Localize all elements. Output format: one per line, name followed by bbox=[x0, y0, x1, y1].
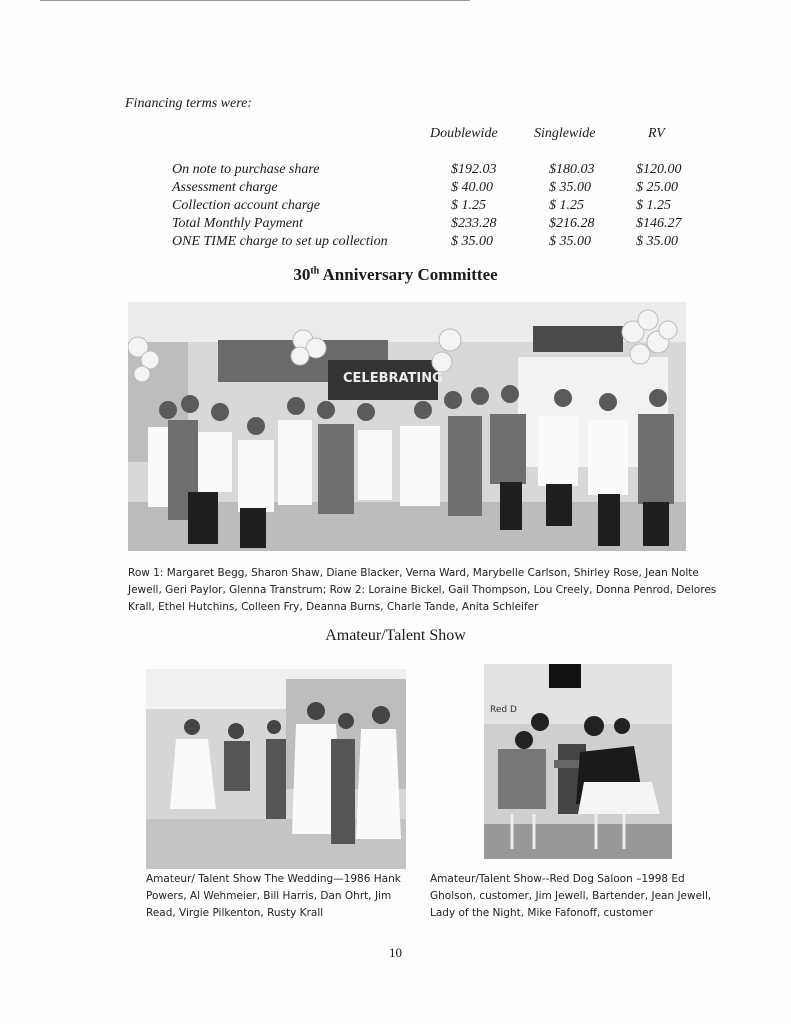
cell-rv: $146.27 bbox=[636, 216, 682, 231]
col-header-rv: RV bbox=[648, 126, 665, 141]
heading-ordinal: th bbox=[310, 265, 320, 277]
cell-singlewide: $180.03 bbox=[549, 162, 595, 177]
row-label: Total Monthly Payment bbox=[172, 216, 303, 231]
financing-intro: Financing terms were: bbox=[125, 96, 253, 111]
wedding-caption: Amateur/ Talent Show The Wedding—1986 Hank Powers, Al Wehmeier, Bill Harris, Dan Ohrt, Jim Read, Virgie Pilkenton, Rusty Krall bbox=[146, 873, 401, 919]
saloon-sign: Red D bbox=[490, 705, 517, 715]
cell-rv: $ 1.25 bbox=[636, 198, 671, 213]
committee-photo bbox=[128, 302, 686, 551]
row-label: On note to purchase share bbox=[172, 162, 320, 177]
top-rule bbox=[40, 0, 470, 1]
row-label: ONE TIME charge to set up collection bbox=[172, 234, 388, 249]
heading-text: Anniversary Committee bbox=[319, 265, 498, 284]
talent-heading: Amateur/Talent Show bbox=[325, 627, 466, 644]
banner-text: CELEBRATING bbox=[343, 371, 443, 386]
cell-rv: $ 35.00 bbox=[636, 234, 678, 249]
cell-rv: $ 25.00 bbox=[636, 180, 678, 195]
row-label: Collection account charge bbox=[172, 198, 320, 213]
saloon-caption: Amateur/Talent Show--Red Dog Saloon –1998 Ed Gholson, customer, Jim Jewell, Bartender, Jean Jewell, Lady of the Night, Mike Fafonoff, customer bbox=[430, 873, 712, 919]
cell-singlewide: $ 1.25 bbox=[549, 198, 584, 213]
saloon-photo bbox=[484, 664, 672, 859]
page-number: 10 bbox=[389, 945, 402, 960]
committee-caption: Row 1: Margaret Begg, Sharon Shaw, Diane Blacker, Verna Ward, Marybelle Carlson, Shirley Rose, Jean Nolte Jewell, Geri Paylor, Glenna Transtrum; Row 2: Loraine Bickel, Gail Thompson, Lou Creely, Donna Penrod, Delores Krall, Ethel Hutchins, Colleen Fry, Deanna Burns, Charle Tande, Anita Schleifer bbox=[128, 567, 717, 613]
cell-singlewide: $216.28 bbox=[549, 216, 595, 231]
cell-singlewide: $ 35.00 bbox=[549, 234, 591, 249]
row-label: Assessment charge bbox=[172, 180, 278, 195]
col-header-singlewide: Singlewide bbox=[534, 126, 596, 141]
cell-doublewide: $ 40.00 bbox=[451, 180, 493, 195]
cell-rv: $120.00 bbox=[636, 162, 682, 177]
cell-singlewide: $ 35.00 bbox=[549, 180, 591, 195]
cell-doublewide: $ 1.25 bbox=[451, 198, 486, 213]
cell-doublewide: $ 35.00 bbox=[451, 234, 493, 249]
wedding-photo bbox=[146, 669, 406, 869]
cell-doublewide: $233.28 bbox=[451, 216, 497, 231]
col-header-doublewide: Doublewide bbox=[430, 126, 498, 141]
heading-number: 30 bbox=[293, 265, 311, 284]
cell-doublewide: $192.03 bbox=[451, 162, 497, 177]
committee-heading bbox=[0, 265, 791, 285]
